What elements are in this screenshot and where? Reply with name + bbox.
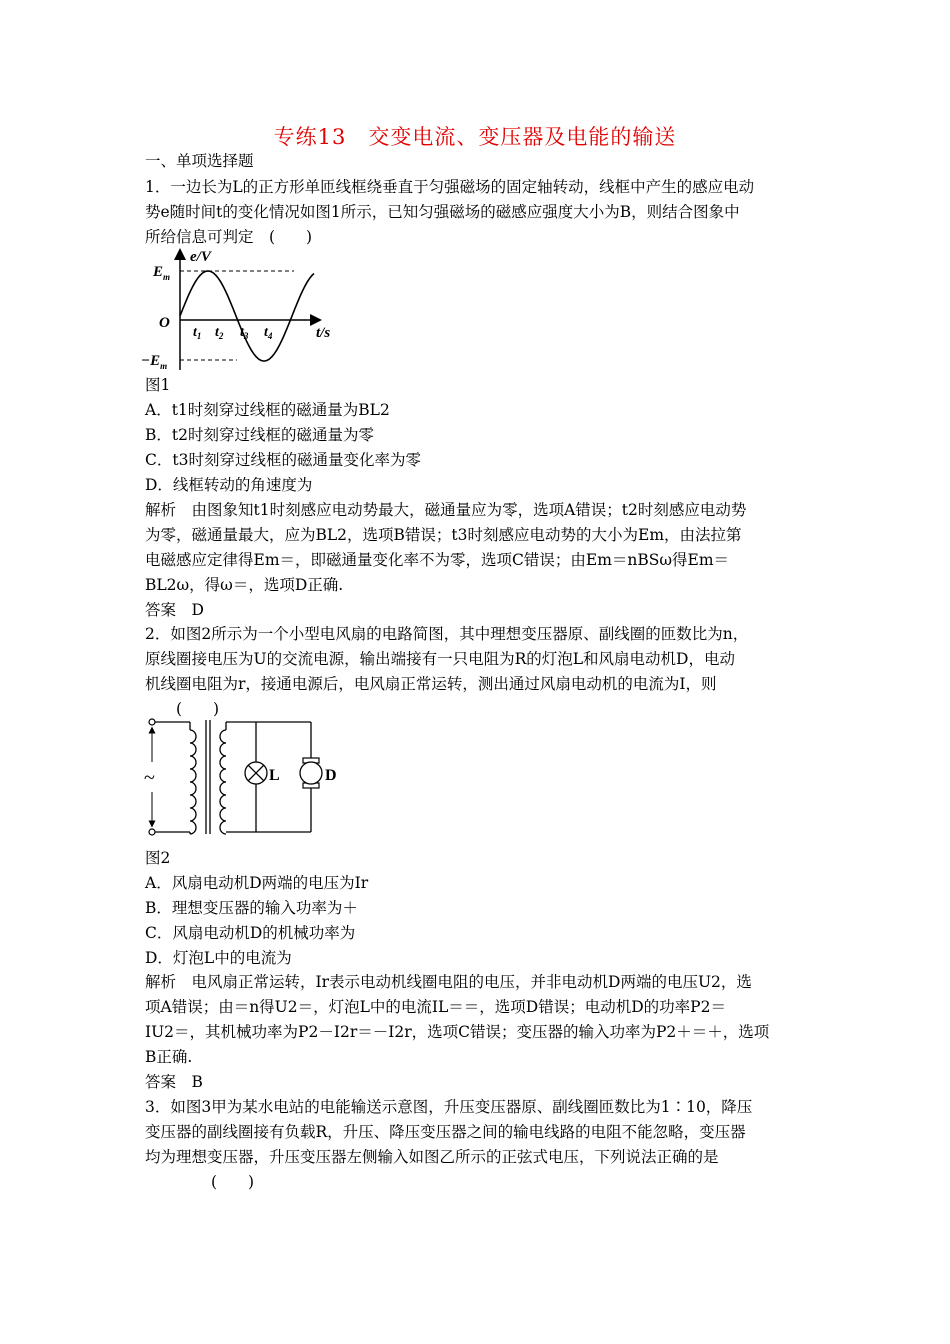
q2-option-a: A．风扇电动机D两端的电压为Ir — [145, 874, 369, 892]
section-heading: 一、单项选择题 — [145, 152, 254, 170]
neg-em-label: $-E_m$ — [141, 353, 168, 371]
tick-t1: $t_1$ — [193, 325, 202, 341]
motor-symbol — [300, 758, 322, 788]
page-title: 专练13 交变电流、变压器及电能的输送 — [273, 125, 677, 149]
q2-option-d: D．灯泡L中的电流为 — [145, 949, 292, 967]
figure-1-caption: 图1 — [145, 376, 171, 394]
q2-answer-bracket: ( ) — [176, 700, 220, 718]
q2-analysis-line-1: 解析 电风扇正常运转，Ir表示电动机线圈电阻的电压，并非电动机D两端的电压U2，选 — [145, 973, 752, 991]
em-label: $E_m$ — [153, 264, 171, 282]
q2-option-b: B．理想变压器的输入功率为＋ — [145, 899, 358, 917]
q2-stem-line-2: 原线圈接电压为U的交流电源，输出端接有一只电阻为R的灯泡L和风扇电动机D，电动 — [145, 650, 735, 668]
figure-2-caption: 图2 — [145, 849, 171, 867]
q3-stem-line-1: 3．如图3甲为某水电站的电能输送示意图，升压变压器原、副线圈匝数比为1∶10，降压 — [145, 1098, 753, 1116]
q1-analysis-line-3: 电磁感应定律得Em＝，即磁通量变化率不为零，选项C错误；由Em＝nBSω得Em＝ — [145, 551, 730, 569]
q1-option-d: D．线框转动的角速度为 — [145, 476, 313, 494]
q1-analysis-line-1: 解析 由图象知t1时刻感应电动势最大，磁通量应为零，选项A错误；t2时刻感应电动势 — [145, 501, 747, 519]
motor-label: D — [325, 767, 337, 784]
q3-stem-line-2: 变压器的副线圈接有负载R，升压、降压变压器之间的输电线路的电阻不能忽略，变压器 — [145, 1123, 746, 1141]
tick-t4: $t_4$ — [264, 325, 273, 341]
lamp-symbol — [245, 762, 267, 784]
ac-source-symbol: ~ — [144, 767, 155, 789]
origin-label: O — [159, 315, 170, 331]
q3-stem-line-3: 均为理想变压器，升压变压器左侧输入如图乙所示的正弦式电压，下列说法正确的是 — [145, 1148, 719, 1166]
q2-analysis-line-2: 项A错误；由＝n得U2＝，灯泡L中的电流IL＝＝，选项D错误；电动机D的功率P2＝ — [145, 998, 726, 1016]
q1-stem-line-2: 势e随时间t的变化情况如图1所示，已知匀强磁场的磁感应强度大小为B，则结合图象中 — [145, 203, 740, 221]
q2-stem-line-3: 机线圈电阻为r，接通电源后，电风扇正常运转，测出通过风扇电动机的电流为I，则 — [145, 675, 717, 693]
q1-answer: 答案 D — [145, 601, 204, 619]
tick-t3: $t_3$ — [240, 325, 249, 341]
tick-t2: $t_2$ — [215, 325, 224, 341]
x-axis-label: t/s — [316, 325, 331, 341]
q1-option-a: A．t1时刻穿过线框的磁通量为BL2 — [145, 401, 390, 419]
figure-2-circuit — [140, 712, 350, 842]
sine-curve — [180, 271, 314, 361]
q1-option-b: B．t2时刻穿过线框的磁通量为零 — [145, 426, 374, 444]
q3-answer-bracket: ( ) — [211, 1173, 255, 1191]
q1-stem-line-3: 所给信息可判定 ( ) — [145, 228, 313, 246]
lamp-label: L — [269, 767, 280, 784]
q2-option-c: C．风扇电动机D的机械功率为 — [145, 924, 356, 942]
q2-analysis-line-3: IU2＝，其机械功率为P2－I2r＝－I2r，选项C错误；变压器的输入功率为P2＋＝＋，选项 — [145, 1023, 770, 1041]
q1-option-c: C．t3时刻穿过线框的磁通量变化率为零 — [145, 451, 421, 469]
q1-analysis-line-4: BL2ω，得ω＝，选项D正确. — [145, 576, 344, 594]
y-axis-label: e/V — [190, 249, 211, 265]
q2-answer: 答案 B — [145, 1073, 203, 1091]
q1-stem-line-1: 1．一边长为L的正方形单匝线框绕垂直于匀强磁场的固定轴转动，线框中产生的感应电动 — [145, 178, 755, 196]
figure-1-sine-graph — [140, 248, 350, 373]
q2-analysis-line-4: B正确. — [145, 1048, 193, 1066]
q2-stem-line-1: 2．如图2所示为一个小型电风扇的电路简图，其中理想变压器原、副线圈的匝数比为n， — [145, 625, 749, 643]
q1-analysis-line-2: 为零，磁通量最大，应为BL2，选项B错误；t3时刻感应电动势的大小为Em，由法拉第 — [145, 526, 742, 544]
